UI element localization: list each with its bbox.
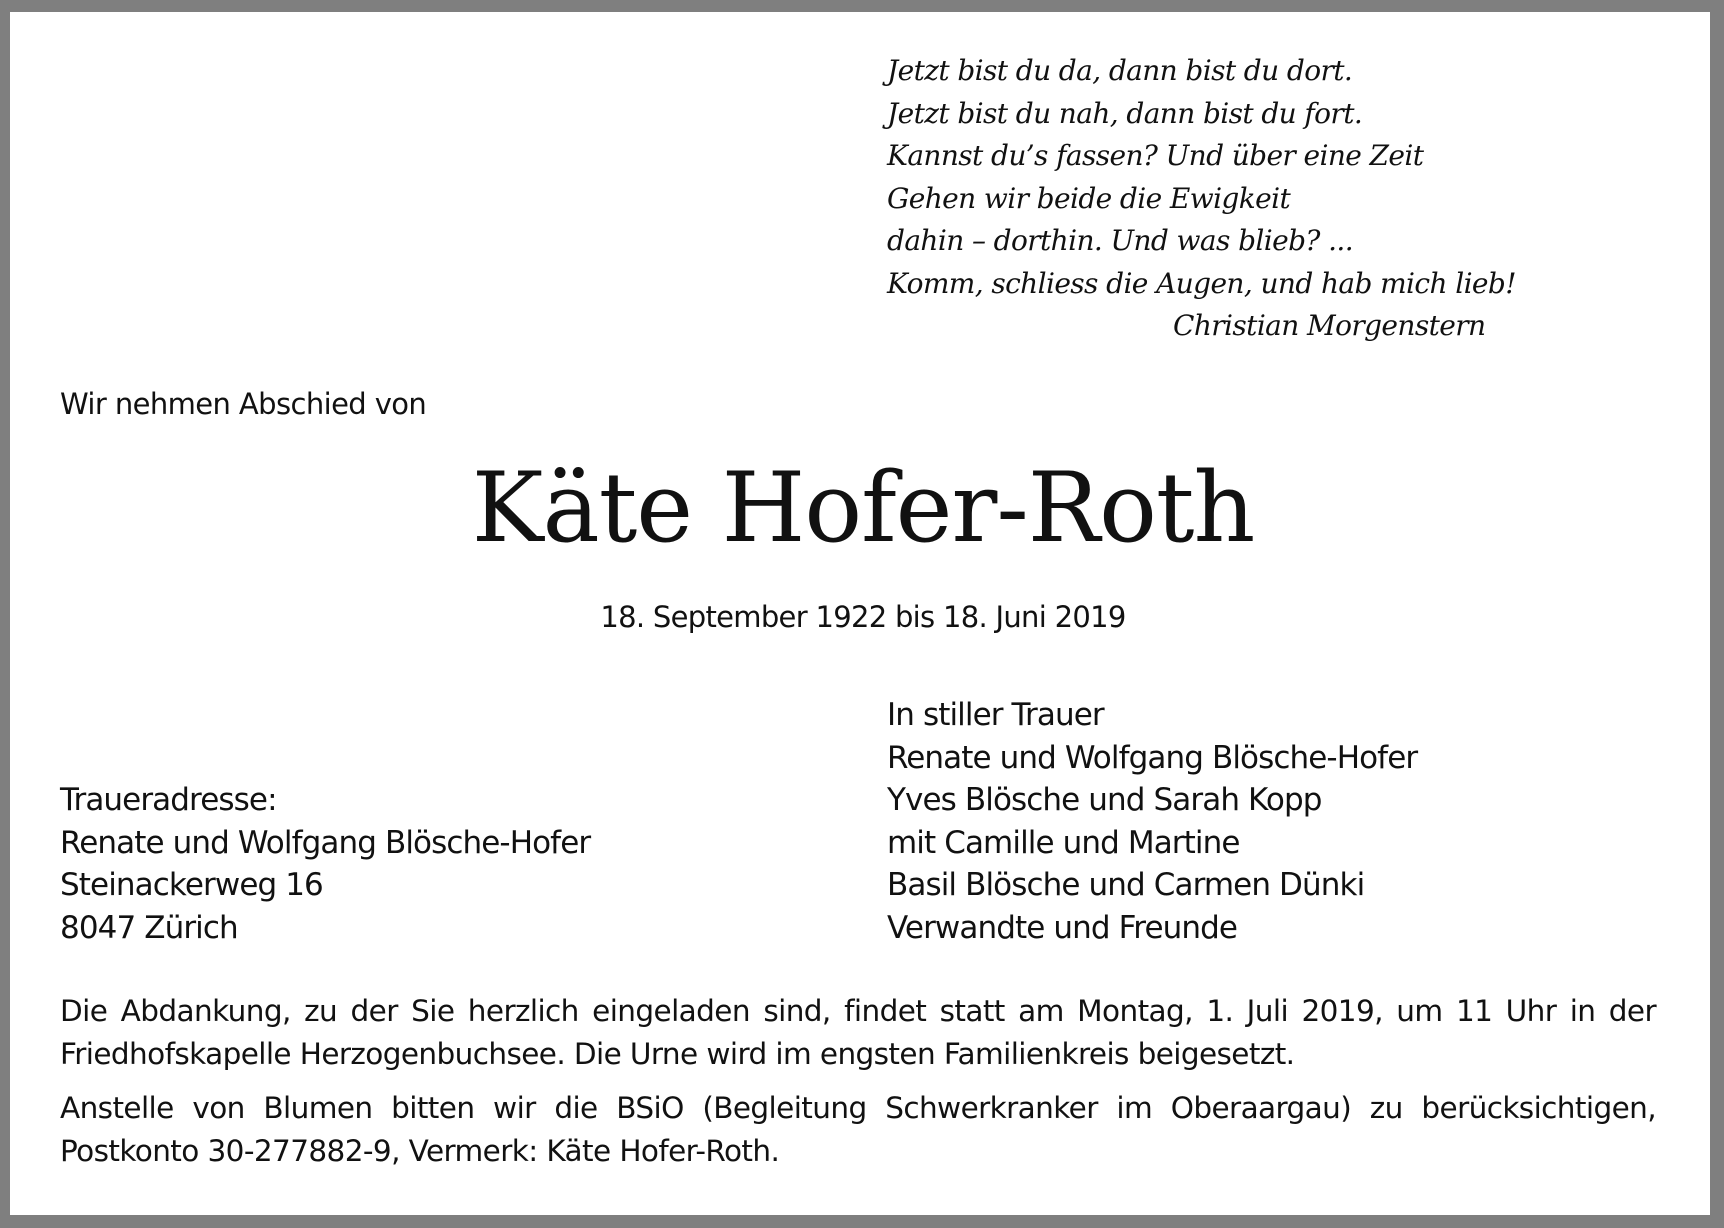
mourner-line: Yves Blösche und Sarah Kopp bbox=[887, 782, 1322, 818]
poem-line: Gehen wir beide die Ewigkeit bbox=[887, 181, 1291, 215]
deceased-name: Käte Hofer-Roth bbox=[471, 452, 1255, 564]
mourners-list bbox=[887, 694, 1417, 949]
life-dates: 18. September 1922 bis 18. Juni 2019 bbox=[600, 600, 1126, 634]
poem-block bbox=[887, 50, 1516, 348]
address-line: Steinackerweg 16 bbox=[60, 867, 323, 903]
poem-line: Jetzt bist du nah, dann bist du fort. bbox=[887, 96, 1363, 130]
mourning-address bbox=[60, 779, 590, 949]
mourner-line: Basil Blösche und Carmen Dünki bbox=[887, 867, 1365, 903]
poem-line: Komm, schliess die Augen, und hab mich lieb! bbox=[887, 266, 1516, 300]
mourner-line: mit Camille und Martine bbox=[887, 824, 1240, 861]
mourner-line: Verwandte und Freunde bbox=[887, 909, 1238, 946]
mourner-line: In stiller Trauer bbox=[887, 697, 1104, 733]
address-line: Renate und Wolfgang Blösche-Hofer bbox=[60, 824, 591, 861]
obituary-notice bbox=[10, 12, 1710, 1215]
poem-line: dahin – dorthin. Und was blieb? ... bbox=[887, 224, 1354, 257]
poem-line: Kannst du’s fassen? Und über eine Zeit bbox=[887, 139, 1424, 172]
poem-line: Jetzt bist du da, dann bist du dort. bbox=[887, 54, 1353, 87]
address-label: Traueradresse: bbox=[60, 782, 277, 818]
address-line: 8047 Zürich bbox=[60, 909, 238, 946]
mourner-line: Renate und Wolfgang Blösche-Hofer bbox=[887, 739, 1418, 776]
ceremony-paragraph: Die Abdankung, zu der Sie herzlich eingeladen sind, findet statt am Montag, 1. Juli 2019, um 11 Uhr in der Friedhofskapelle Herzogenbuchsee. Die Urne wird im engsten Familienkreis beigesetzt. bbox=[60, 994, 1656, 1071]
farewell-intro: Wir nehmen Abschied von bbox=[60, 387, 427, 421]
donation-paragraph: Anstelle von Blumen bitten wir die BSiO (Begleitung Schwerkranker im Oberaargau) zu berücksichtigen, Postkonto 30-277882-9, Vermerk: Käte Hofer-Roth. bbox=[60, 1091, 1656, 1168]
poem-author: Christian Morgenstern bbox=[1173, 309, 1486, 342]
